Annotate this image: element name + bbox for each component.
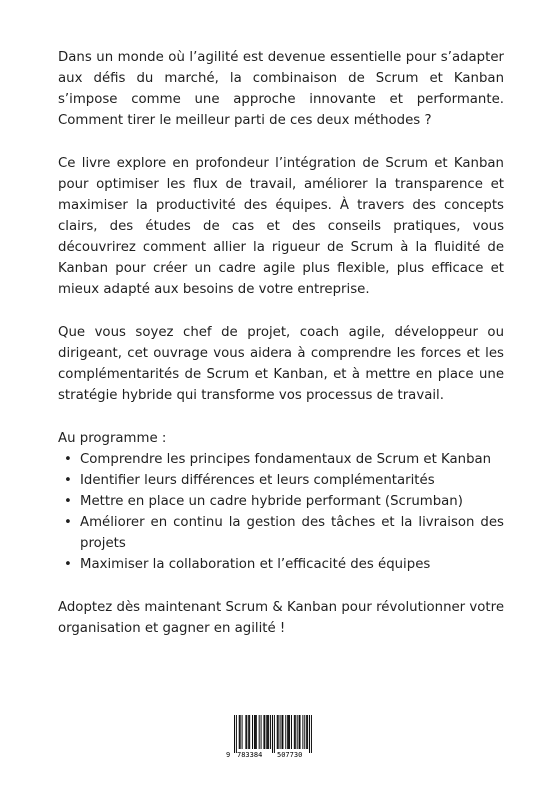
barcode-bar [300,715,301,749]
barcode-bar [278,715,279,749]
barcode-bar [274,715,275,753]
barcode-bar [288,715,289,749]
barcode-digit-first: 9 [226,751,231,759]
list-item: • Maximiser la collaboration et l’efficacité des équipes [64,554,504,575]
barcode-bar [272,715,273,753]
barcode-bar [239,715,240,749]
barcode-bar [242,715,243,749]
barcode-bar [311,715,312,753]
barcode-bar [263,715,264,749]
program-list [58,449,504,575]
barcode-bar [259,715,260,749]
barcode-bar [277,715,278,749]
barcode-bar [297,715,298,749]
barcode-bar [270,715,271,749]
barcode-bar [287,715,288,749]
barcode-bar [236,715,237,753]
list-item: • Comprendre les principes fondamentaux de Scrum et Kanban [64,449,504,470]
barcode-bar [261,715,262,749]
barcode-bar [299,715,300,749]
barcode-bar [234,715,235,753]
paragraph-intro: Dans un monde où l’agilité est devenue essentielle pour s’adapter aux défis du marché, la combinaison de Scrum et Kanban s’impose comme une approche innovante et performante. Comment tirer le meilleur parti de ces deux méthodes ? [58,50,504,128]
program-label: Au programme : [58,431,167,446]
barcode-bars [226,714,314,754]
barcode-bar [282,715,283,749]
barcode-bar [302,715,303,749]
barcode-bar [306,715,307,749]
barcode-bar [256,715,257,749]
paragraph-closing: Adoptez dès maintenant Scrum & Kanban pour révolutionner votre organisation et gagner en agilité ! [58,600,504,636]
isbn-barcode [226,714,314,766]
barcode-bar [294,715,295,749]
barcode-bar [285,715,286,749]
paragraph-description: Ce livre explore en profondeur l’intégration de Scrum et Kanban pour optimiser les flux de travail, améliorer la transparence et maximiser la productivité des équipes. À travers des concepts clairs, des études de cas et des conseils pratiques, vous découvrirez comment allier la rigueur de Scrum à la fluidité de Kanban pour créer un cadre agile plus flexible, plus efficace et mieux adapté aux besoins de votre entreprise. [58,156,504,297]
barcode-bar [245,715,246,749]
list-item: • Améliorer en continu la gestion des tâches et la livraison des projets [64,512,504,554]
barcode-bar [240,715,241,749]
barcode-bar [254,715,255,749]
paragraph-audience: Que vous soyez chef de projet, coach agile, développeur ou dirigeant, cet ouvrage vous aidera à comprendre les forces et les complémentarités de Scrum et Kanban, et à mettre en place une stratégie hybride qui transforme vos processus de travail. [58,325,504,403]
barcode-bar [289,715,290,749]
barcode-bar [309,715,310,753]
barcode-digits-left: 783384 [237,751,263,759]
barcode-bar [249,715,250,749]
barcode-bar [282,715,283,749]
barcode-bar [291,715,292,749]
barcode-bar [304,715,305,749]
barcode-bar [268,715,269,749]
barcode-bar [266,715,267,749]
barcode-bar [280,715,281,749]
barcode-bar [267,715,268,749]
list-item: • Mettre en place un cadre hybride performant (Scrumban) [64,491,504,512]
barcode-bar [246,715,247,749]
list-item: • Identifier leurs différences et leurs complémentarités [64,470,504,491]
barcode-digits-right: 507730 [277,751,303,759]
barcode-bar [248,715,249,749]
barcode-bar [307,715,308,749]
barcode-bar [295,715,296,749]
back-cover-text [58,47,504,661]
barcode-bar [255,715,256,749]
barcode-bar [264,715,265,749]
barcode-bar [252,715,253,749]
